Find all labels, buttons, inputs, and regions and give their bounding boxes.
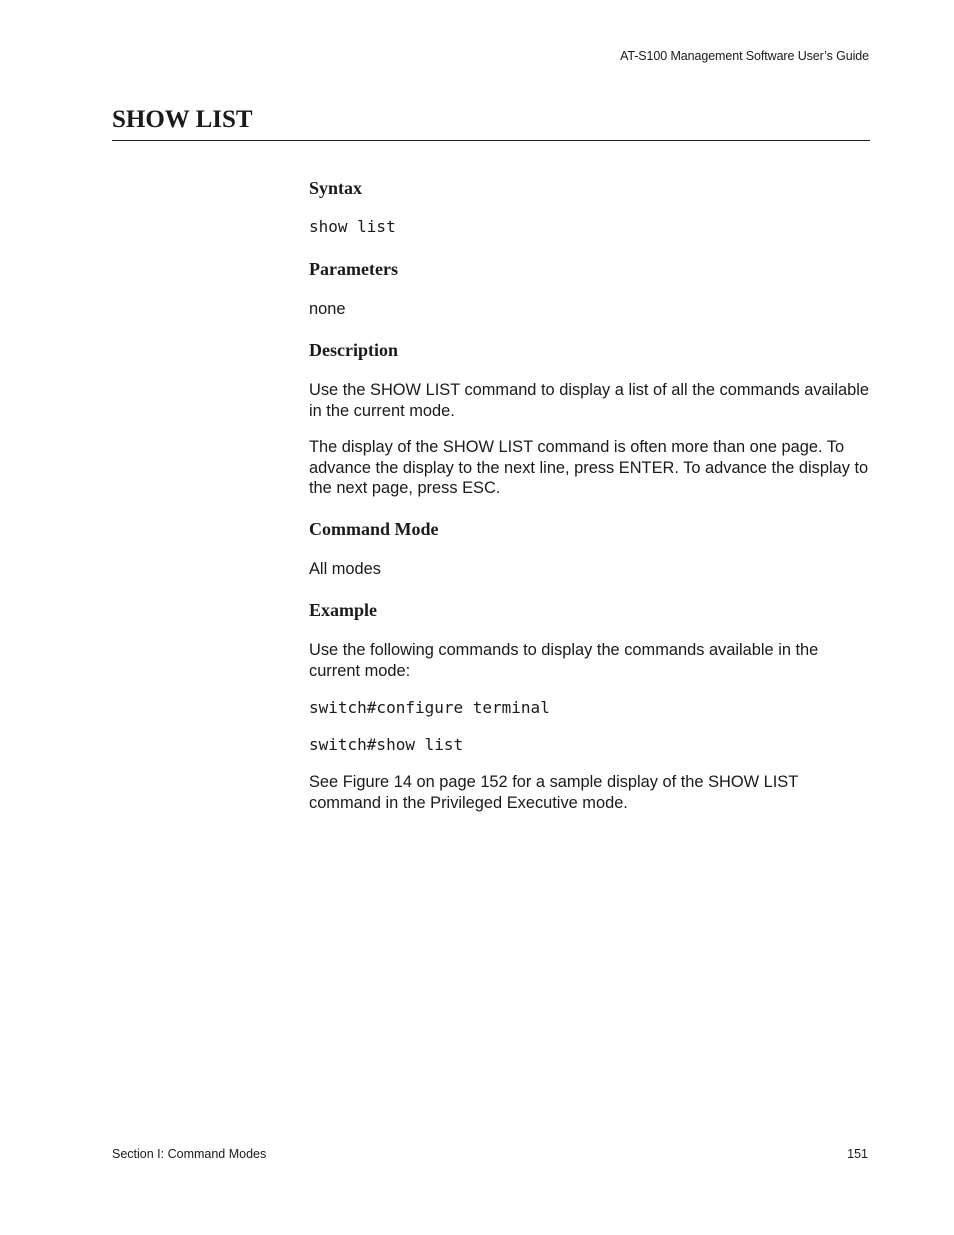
example-code-show-list: switch#show list — [309, 735, 464, 754]
example-intro: Use the following commands to display the commands available in the current mode: — [309, 641, 819, 680]
example-outro: See Figure 14 on page 152 for a sample display of the SHOW LIST command in the Privileged Executive mode. — [309, 773, 798, 812]
example-code-configure: switch#configure terminal — [309, 698, 550, 717]
footer-section: Section I: Command Modes — [112, 1147, 267, 1161]
example-heading: Example — [309, 600, 378, 620]
description-paragraph-1: Use the SHOW LIST command to display a list of all the commands available in the current mode. — [309, 381, 869, 420]
parameters-text: none — [309, 300, 346, 318]
parameters-heading: Parameters — [309, 259, 398, 279]
page-title: SHOW LIST — [112, 106, 253, 133]
command-mode-heading: Command Mode — [309, 519, 439, 539]
description-paragraph-2: The display of the SHOW LIST command is often more than one page. To advance the display to the next line, press ENTER. To advance the display to the next page, press ESC. — [309, 438, 869, 497]
syntax-heading: Syntax — [309, 178, 363, 198]
command-mode-text: All modes — [309, 560, 381, 578]
syntax-code: show list — [309, 217, 396, 236]
footer-page-number: 151 — [847, 1147, 868, 1161]
description-heading: Description — [309, 340, 398, 360]
title-rule — [112, 140, 870, 141]
running-header: AT-S100 Management Software User’s Guide — [620, 49, 869, 63]
